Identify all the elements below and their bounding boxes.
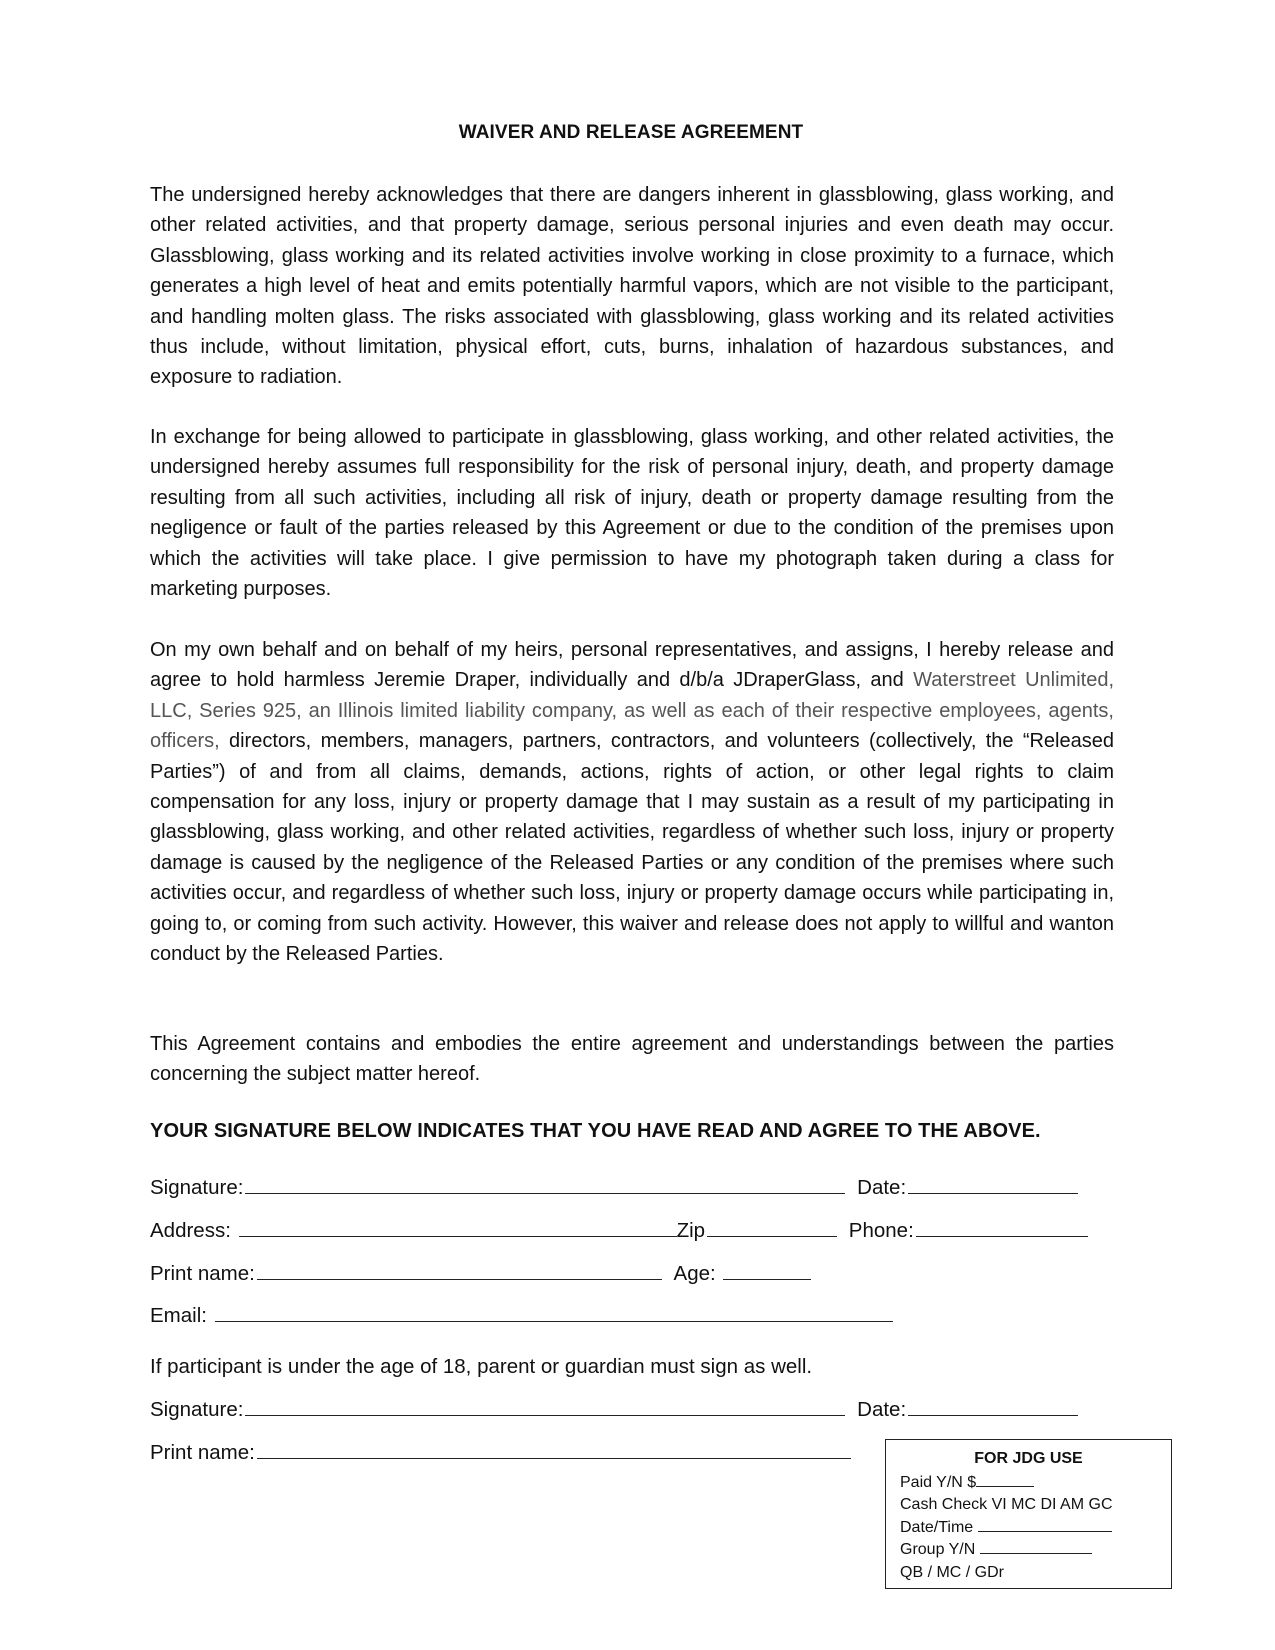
guardian-signature-field[interactable] <box>245 1397 845 1416</box>
address-row <box>150 1218 1088 1243</box>
zip-label: Zip <box>676 1219 706 1242</box>
guardian-print-name-row <box>150 1440 851 1465</box>
paid-amount-field[interactable] <box>976 1472 1034 1487</box>
date-label: Date: <box>857 1176 907 1199</box>
phone-field[interactable] <box>916 1218 1088 1237</box>
print-name-row <box>150 1261 811 1286</box>
email-field[interactable] <box>215 1303 893 1322</box>
minor-guardian-note: If participant is under the age of 18, parent or guardian must sign as well. <box>150 1355 813 1378</box>
phone-label: Phone: <box>848 1219 914 1242</box>
print-name-label: Print name: <box>150 1262 255 1285</box>
payment-methods: Cash Check VI MC DI AM GC <box>900 1496 1113 1513</box>
address-field[interactable] <box>239 1218 677 1237</box>
assumption-of-risk-paragraph: In exchange for being allowed to participate in glassblowing, glass working, and other related activities, the undersigned hereby assumes full responsibility for the risk of personal injury, death, and property damage resulting from all such activities, including all risk of injury, death or property damage resulting from the negligence or fault of the parties released by this Agreement or due to the condition of the premises upon which the activities will take place. I give permission to have my photograph taken during a class for marketing purposes. <box>150 426 1114 601</box>
print-name-field[interactable] <box>257 1261 662 1280</box>
date-field[interactable] <box>908 1175 1078 1194</box>
signature-row <box>150 1175 1078 1200</box>
paid-row <box>900 1472 1171 1495</box>
signature-field[interactable] <box>245 1175 845 1194</box>
signature-label: Signature: <box>150 1176 244 1199</box>
zip-field[interactable] <box>707 1218 837 1237</box>
group-label: Group Y/N <box>900 1541 980 1558</box>
entire-agreement-paragraph: This Agreement contains and embodies the entire agreement and understandings between the parties concerning the subject matter hereof. <box>150 1033 1114 1086</box>
release-text-muted: Waterstreet Unlimited, LLC, Series 925, an Illinois limited liability company, as well as each of their respective employees, agents, officers, <box>150 669 1114 753</box>
group-field[interactable] <box>980 1539 1092 1554</box>
office-use-title: FOR JDG USE <box>974 1450 1083 1467</box>
datetime-label: Date/Time <box>900 1518 978 1536</box>
address-label: Address: <box>150 1219 237 1242</box>
guardian-print-name-label: Print name: <box>150 1441 255 1464</box>
guardian-date-label: Date: <box>857 1398 907 1421</box>
age-label: Age: <box>673 1262 722 1285</box>
office-use-box <box>885 1439 1172 1589</box>
paid-label: Paid Y/N $ <box>900 1473 977 1491</box>
signature-acknowledgement: YOUR SIGNATURE BELOW INDICATES THAT YOU HAVE READ AND AGREE TO THE ABOVE. <box>150 1120 1041 1142</box>
document-title: WAIVER AND RELEASE AGREEMENT <box>458 122 804 143</box>
office-codes: QB / MC / GDr <box>900 1563 1004 1581</box>
risk-acknowledgement-paragraph: The undersigned hereby acknowledges that there are dangers inherent in glassblowing, glass working, and other related activities, and that property damage, serious personal injuries and even death may occur. Glassblowing, glass working and its related activities involve working in close proximity to a furnace, which generates a high level of heat and emits potentially harmful vapors, which are not visible to the participant, and handling molten glass. The risks associated with glassblowing, glass working and its related activities thus include, without limitation, physical effort, cuts, burns, inhalation of hazardous substances, and exposure to radiation. <box>150 184 1114 389</box>
release-text-part-2: directors, members, managers, partners, contractors, and volunteers (collectively, the “Released Parties”) of and from all claims, demands, actions, rights of action, or other legal rights to claim compensation for any loss, injury or property damage that I may sustain as a result of my participating in glassblowing, glass working, and other related activities, regardless of whether such loss, injury or property damage is caused by the negligence of the Released Parties or any condition of the premises where such activities occur, and regardless of whether such loss, injury or property damage occurs while participating in, going to, or coming from such activity. However, this waiver and release does not apply to willful and wanton conduct by the Released Parties. <box>150 730 1114 966</box>
guardian-signature-row <box>150 1397 1078 1422</box>
guardian-signature-label: Signature: <box>150 1398 244 1421</box>
guardian-date-field[interactable] <box>908 1397 1078 1416</box>
group-row <box>900 1539 1171 1562</box>
guardian-print-name-field[interactable] <box>257 1440 851 1459</box>
release-paragraph <box>150 635 1114 969</box>
datetime-row <box>900 1517 1171 1540</box>
age-field[interactable] <box>723 1261 811 1280</box>
email-label: Email: <box>150 1304 213 1327</box>
release-text-part-1: On my own behalf and on behalf of my heirs, personal representatives, and assigns, I hereby release and agree to hold harmless Jeremie Draper, individually and d/b/a JDraperGlass, and <box>150 639 1114 692</box>
email-row <box>150 1303 893 1328</box>
datetime-field[interactable] <box>978 1517 1112 1532</box>
